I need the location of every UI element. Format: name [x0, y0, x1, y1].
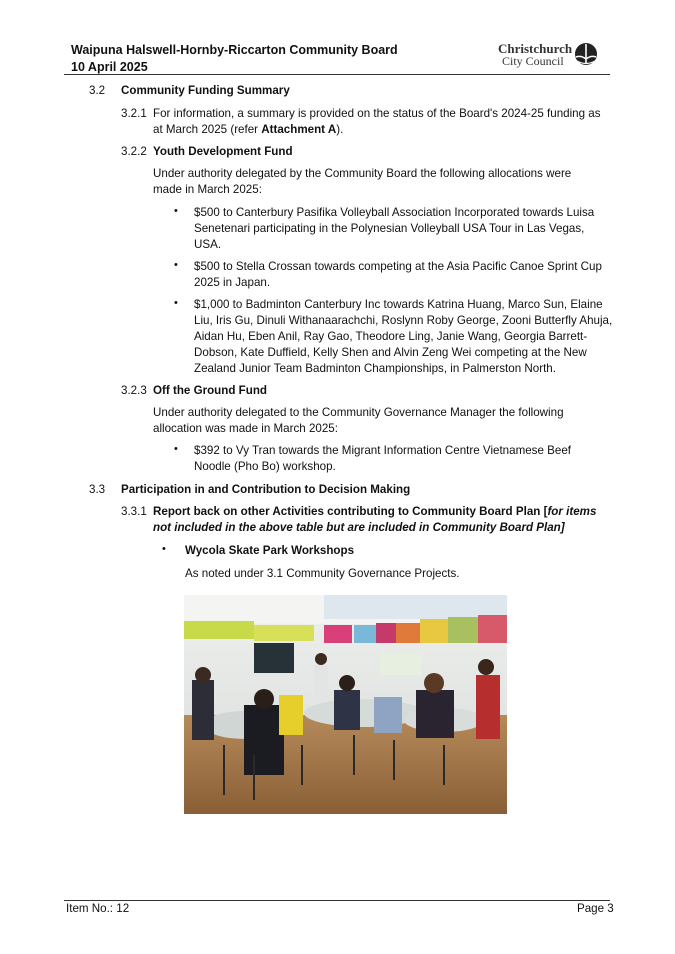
section-number-3-2: 3.2	[89, 84, 106, 97]
section-number-3-2-3: 3.2.3	[121, 384, 147, 397]
logo-text-2: City Council	[502, 54, 564, 68]
item-number: Item No.: 12	[66, 902, 130, 915]
intro-3-2-3-line1: Under authority delegated to the Community Governance Manager the following	[153, 406, 564, 419]
cathedral-icon	[574, 42, 598, 68]
section-number-3-2-2: 3.2.2	[121, 145, 147, 158]
section-title-3-2: Community Funding Summary	[121, 84, 290, 97]
workshop-note: As noted under 3.1 Community Governance Projects.	[185, 567, 460, 580]
intro-3-2-2-line2: made in March 2025:	[153, 183, 262, 196]
section-number-3-3: 3.3	[89, 483, 106, 496]
workshop-photo	[184, 595, 507, 814]
section-title-3-3: Participation in and Contribution to Decision Making	[121, 483, 411, 496]
section-title-3-2-2: Youth Development Fund	[153, 145, 293, 158]
section-title-3-3-1-line2: not included in the above table but are included in Community Board Plan]	[153, 521, 565, 534]
bullet-icon: •	[174, 259, 178, 271]
list-item: $392 to Vy Tran towards the Migrant Information Centre Vietnamese Beef Noodle (Pho Bo) workshop.	[194, 444, 571, 473]
bullet-icon: •	[174, 205, 178, 217]
list-item: $1,000 to Badminton Canterbury Inc towards Katrina Huang, Marco Sun, Elaine Liu, Iris Gu, Dinuli Withanaarachchi, Roslynn Roby George, Zooni Butterfly Ahuja, Aidan Hu, Eben Anil, Ray Gao, Theodore Ling, Janie Wang, Georgia Barrett- Dobson, Kate Duffield, Kelly Shen and Alvin Zeng Wei competing at the New Zealand Junior Team Badminton Championships, in Palmerston North.	[194, 298, 613, 375]
list-item: $500 to Stella Crossan towards competing at the Asia Pacific Canoe Sprint Cup 2025 in Japan.	[194, 260, 602, 289]
page-number: Page 3	[577, 902, 614, 915]
workshop-title: Wycola Skate Park Workshops	[185, 544, 355, 557]
board-name: Waipuna Halswell-Hornby-Riccarton Community Board	[71, 43, 398, 57]
para-3-2-1-line1: For information, a summary is provided on the status of the Board's 2024-25 funding as	[153, 107, 601, 120]
attachment-ref: Attachment A	[261, 123, 337, 136]
header-title	[71, 42, 398, 76]
section-number-3-2-1: 3.2.1	[121, 107, 147, 120]
header-rule	[64, 74, 610, 75]
bullet-icon: •	[174, 443, 178, 455]
intro-3-2-3-line2: allocation was made in March 2025:	[153, 422, 338, 435]
section-title-3-2-3: Off the Ground Fund	[153, 384, 267, 397]
council-logo	[498, 42, 600, 70]
section-number-3-3-1: 3.3.1	[121, 505, 147, 518]
bullet-icon: •	[174, 297, 178, 309]
bullet-icon: •	[162, 543, 166, 555]
logo-text-1: Christchurch	[498, 41, 573, 56]
intro-3-2-2-line1: Under authority delegated by the Community Board the following allocations were	[153, 167, 572, 180]
section-title-3-3-1-line1: Report back on other Activities contributing to Community Board Plan [for items	[153, 505, 597, 518]
list-item: $500 to Canterbury Pasifika Volleyball Association Incorporated towards Luisa Senetenari participating in the Polynesian Volleyball USA Tour in Las Vegas, USA.	[194, 206, 595, 251]
footer-rule	[64, 900, 610, 901]
para-3-2-1-line2: at March 2025 (refer Attachment A).	[153, 123, 344, 136]
meeting-date: 10 April 2025	[71, 60, 148, 74]
